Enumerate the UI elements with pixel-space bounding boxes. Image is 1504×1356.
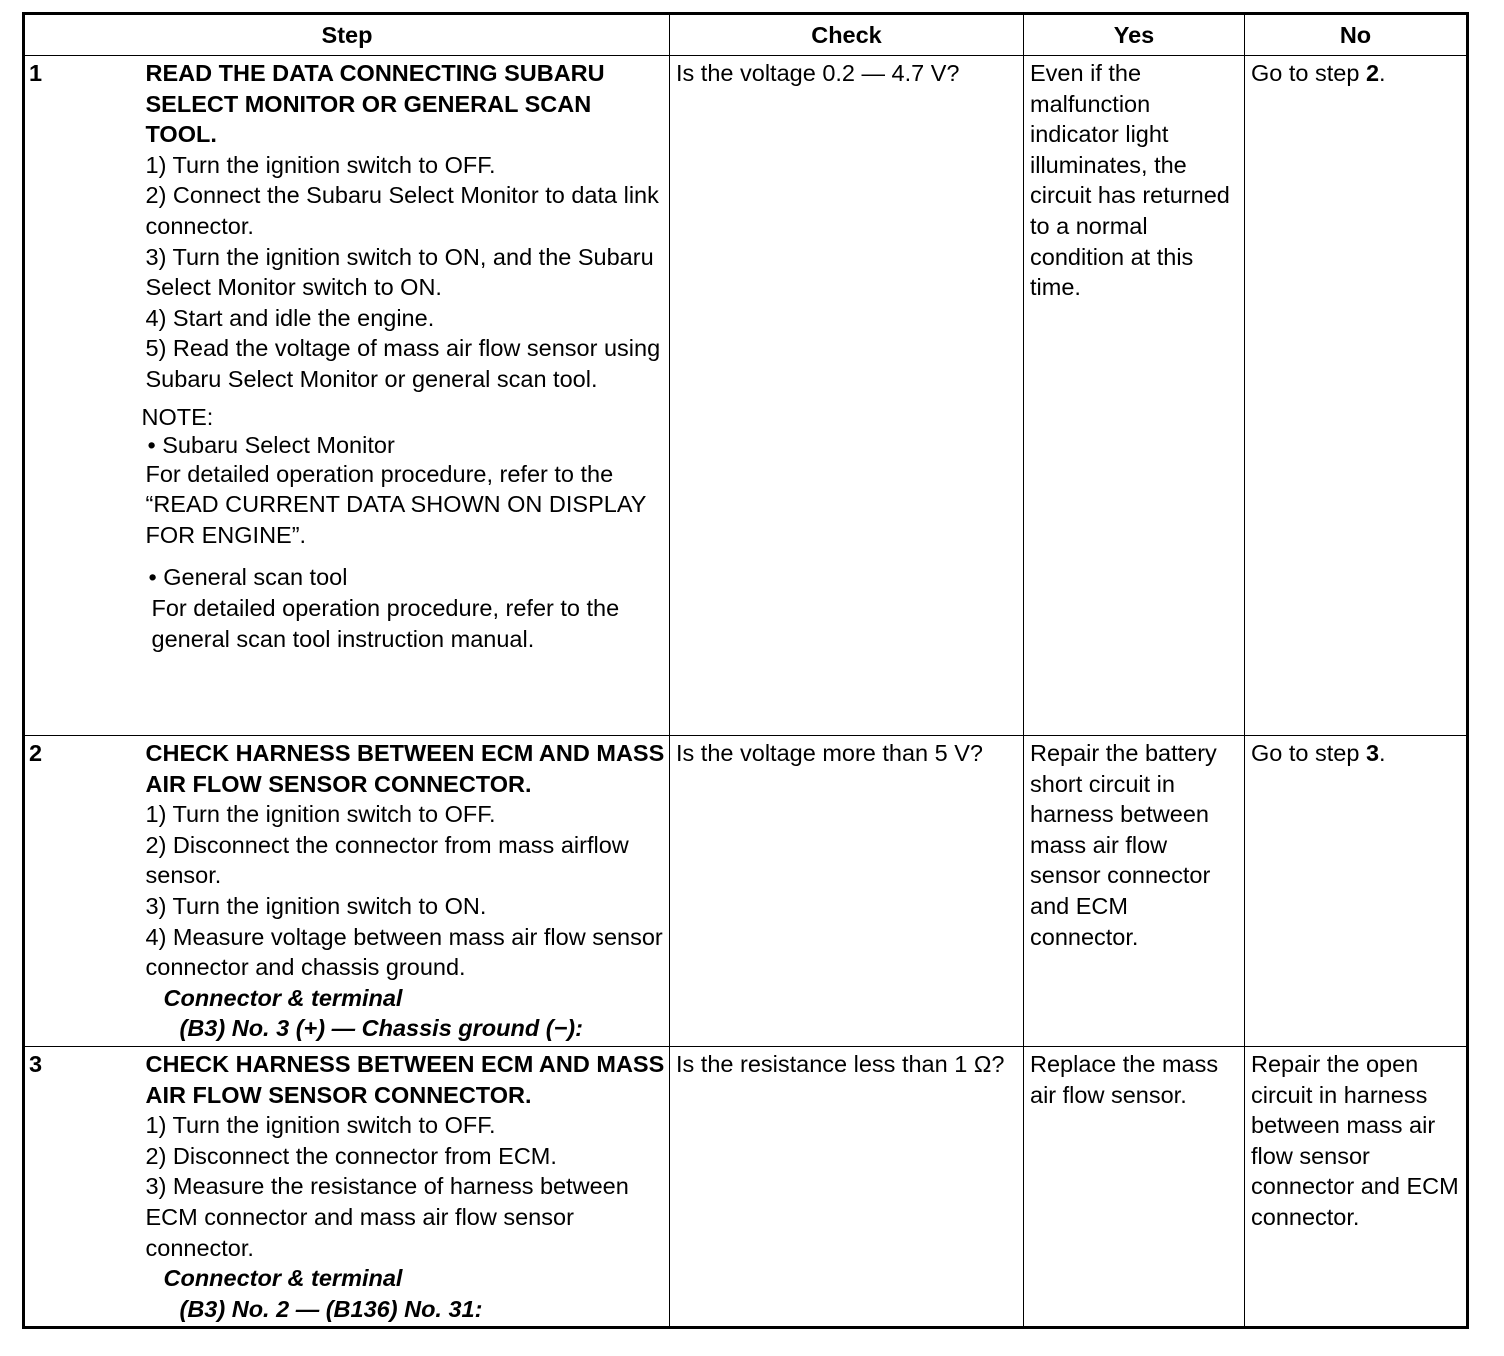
note-label: NOTE: <box>141 403 214 430</box>
step-number: 1 <box>24 56 146 736</box>
note-bullet-head: • Subaru Select Monitor <box>147 431 395 458</box>
step-instruction: 3) Turn the ignition switch to ON, and the Subaru Select Monitor switch to ON. <box>145 243 654 301</box>
step-instruction: 3) Turn the ignition switch to ON. <box>145 892 487 919</box>
no-prefix: Go to step <box>1251 60 1366 86</box>
no-cell <box>1245 736 1468 1047</box>
note-block <box>142 403 666 655</box>
step-title: CHECK HARNESS BETWEEN ECM AND MASS AIR FLOW SENSOR CONNECTOR. <box>145 1051 665 1108</box>
no-suffix: . <box>1379 60 1386 86</box>
diagnostic-table <box>22 12 1469 1329</box>
check-cell: Is the voltage more than 5 V? <box>670 736 1024 1047</box>
step-content <box>141 56 670 736</box>
step-content <box>146 1047 670 1328</box>
step-instruction: 2) Disconnect the connector from ECM. <box>145 1142 557 1169</box>
table-row <box>24 1047 1468 1328</box>
step-content <box>146 736 670 1047</box>
no-cell <box>1245 56 1468 736</box>
connector-terminal-label: Connector & terminal <box>163 1265 403 1292</box>
yes-cell: Even if the malfunction indicator light illuminates, the circuit has returned to a normal condition at this time. <box>1024 56 1245 736</box>
check-cell: Is the voltage 0.2 — 4.7 V? <box>670 56 1024 736</box>
step-instruction: 4) Start and idle the engine. <box>145 304 435 331</box>
note-bullet-head: • General scan tool <box>148 564 348 591</box>
header-yes: Yes <box>1024 14 1245 56</box>
note-bullet-text: For detailed operation procedure, refer to the general scan tool instruction manual. <box>151 594 620 652</box>
header-row <box>24 14 1468 56</box>
header-check: Check <box>670 14 1024 56</box>
step-instruction: 3) Measure the resistance of harness between ECM connector and mass air flow sensor connector. <box>145 1173 629 1261</box>
header-no: No <box>1245 14 1468 56</box>
step-instruction: 5) Read the voltage of mass air flow sensor using Subaru Select Monitor or general scan tool. <box>145 335 661 392</box>
step-instruction: 2) Connect the Subaru Select Monitor to data link connector. <box>145 182 659 239</box>
no-cell: Repair the open circuit in harness between mass air flow sensor connector and ECM connector. <box>1245 1047 1468 1328</box>
step-title: READ THE DATA CONNECTING SUBARU SELECT MONITOR OR GENERAL SCAN TOOL. <box>145 60 605 148</box>
step-instruction: 1) Turn the ignition switch to OFF. <box>145 1112 496 1139</box>
table-row <box>24 56 1468 736</box>
note-bullet-text: For detailed operation procedure, refer to the “READ CURRENT DATA SHOWN ON DISPLAY FOR ENGINE”. <box>145 460 647 548</box>
no-step-ref: 2 <box>1365 60 1380 86</box>
no-prefix: Go to step <box>1251 740 1366 766</box>
table-row <box>24 736 1468 1047</box>
connector-terminal-label: Connector & terminal <box>163 984 403 1011</box>
yes-cell: Replace the mass air flow sensor. <box>1024 1047 1245 1328</box>
connector-terminal-value: (B3) No. 3 (+) — Chassis ground (−): <box>179 1015 583 1042</box>
no-suffix: . <box>1379 740 1386 766</box>
step-number: 2 <box>24 736 146 1047</box>
header-step: Step <box>24 14 670 56</box>
no-step-ref: 3 <box>1365 740 1380 766</box>
yes-cell: Repair the battery short circuit in harness between mass air flow sensor connector and ECM connector. <box>1024 736 1245 1047</box>
step-title: CHECK HARNESS BETWEEN ECM AND MASS AIR FLOW SENSOR CONNECTOR. <box>145 740 665 797</box>
check-cell: Is the resistance less than 1 Ω? <box>670 1047 1024 1328</box>
step-number: 3 <box>24 1047 146 1328</box>
step-instruction: 2) Disconnect the connector from mass airflow sensor. <box>145 831 629 889</box>
step-instruction: 1) Turn the ignition switch to OFF. <box>145 151 496 178</box>
step-instruction: 4) Measure voltage between mass air flow sensor connector and chassis ground. <box>145 923 663 981</box>
step-instruction: 1) Turn the ignition switch to OFF. <box>145 801 496 828</box>
connector-terminal-value: (B3) No. 2 — (B136) No. 31: <box>179 1295 483 1322</box>
